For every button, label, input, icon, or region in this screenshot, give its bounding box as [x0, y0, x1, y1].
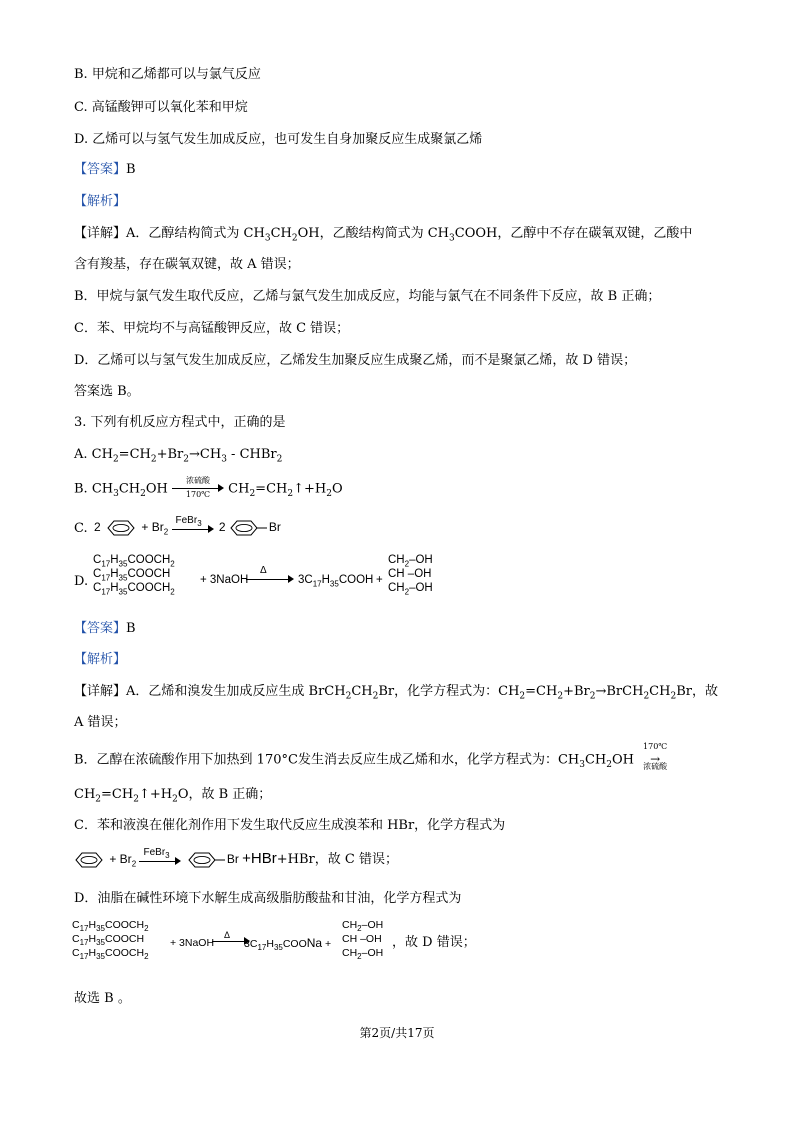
detail-d: D．乙烯可以与氢气发生加成反应，乙烯发生加聚反应生成聚乙烯，而不是聚氯乙烯，故 D 错误；	[74, 353, 637, 368]
detail-a-line: 【详解】A．乙醇结构简式为 $CH_3CH_2OH$，乙酸结构简式为 $CH_3COOH$，乙醇中不存在碳氧双键，乙酸中	[74, 226, 693, 244]
q3-detail-c: C．苯和液溴在催化剂作用下发生取代反应生成溴苯和 HBr，化学方程式为	[74, 818, 506, 833]
q3-option-d-label-text: D.	[74, 574, 89, 589]
q3-option-a: A. $CH_2=CH_2+Br_2\to CH_3$ - CHBr$_2$	[74, 447, 283, 465]
option-c: C. 高锰酸钾可以氧化苯和甲烷	[74, 100, 248, 115]
q3-detail-tag: 【详解】	[74, 684, 127, 699]
q3-answer-line	[74, 620, 136, 638]
detail-a-text-1: A．乙醇结构简式为 CH	[126, 226, 265, 241]
q3-option-b: B. $CH_3CH_2OH$ 浓硫酸 170℃ $CH_2=CH_2↑+H_2O$	[74, 476, 343, 500]
q3-c-product-coef: 2	[218, 520, 226, 535]
answer-tag: 【答案】	[74, 162, 127, 177]
arrow-b2-cond-bot: 浓硫酸	[643, 762, 668, 771]
detail-conclusion: 答案选 B。	[74, 384, 140, 399]
q3-option-c-label: C.	[74, 521, 88, 536]
fatty-acid-salt-product: $3C_{17}H_{35}COONa$ +	[244, 936, 332, 953]
reaction-arrow-c2: FeBr$_3$	[139, 852, 183, 868]
q3-detail-a-1: A．乙烯和溴发生加成反应生成 BrCH	[126, 684, 346, 699]
option-b: B. 甲烷和乙烯都可以与氯气反应	[74, 67, 261, 82]
q3-detail-b-1: B．乙醇在浓硫酸作用下加热到 170°C发生消去反应生成乙烯和水，化学方程式为：CH	[74, 752, 580, 768]
q3-option-d-label	[74, 573, 88, 591]
fatty-acid-product: $3C_{17}H_{35}COOH$	[298, 574, 374, 589]
arrow-b2-cond-top: 170℃	[643, 742, 668, 751]
reaction-arrow-d: Δ	[246, 566, 294, 586]
q3-detail-b: B．乙醇在浓硫酸作用下加热到 170°C发生消去反应生成乙烯和水，化学方程式为：$CH_3CH_2OH$ 170℃ → 浓硫酸	[74, 751, 672, 770]
triglyceride-structure-2: $C_{17}H_{35}COOCH_2$ $C_{17}H_{35}COOCH$ $C_{17}H_{35}COOCH_2$	[72, 919, 149, 962]
q3-c-reagent: + Br	[141, 520, 164, 535]
q3-detail-a-err: A 错误；	[74, 715, 127, 730]
q3-final: 故选 B 。	[74, 991, 131, 1006]
detail-c: C．苯、甲烷均不与高锰酸钾反应，故 C 错误；	[74, 321, 350, 336]
saponification-reagent: + 3NaOH	[200, 574, 249, 586]
q3-analysis-tag	[74, 651, 126, 669]
q3-analysis-tag-text: 【解析】	[74, 652, 127, 667]
q3-detail-c-equation: + $Br_2$ FeBr$_3$ Br +HBr+HBr，故 C 错误；	[72, 852, 398, 868]
q3-c-coef: 2	[94, 520, 101, 535]
detail-a-text-3: OH，乙酸结构简式为 CH	[297, 226, 450, 241]
page-footer: 第2页/共17页	[359, 1026, 435, 1040]
detail-a-text-4: COOH，乙醇中不存在碳氧双键，乙酸中	[454, 226, 693, 241]
q3-detail-b-cont: $CH_2=CH_2↑+H_2O$，故 B 正确；	[74, 787, 272, 805]
arrow-cond-bot: 170℃	[185, 490, 211, 499]
q3-option-b-prefix: B. CH	[74, 481, 114, 497]
reaction-arrow-c: FeBr$_3$	[172, 520, 216, 536]
detail-a-cont: 含有羧基，存在碳氧双键，故 A 错误；	[74, 257, 300, 272]
detail-a-text-2: CH	[270, 226, 292, 241]
q3-option-c-equation: $2 + Br_2$ FeBr$_3$ 2 Br	[94, 515, 281, 537]
glycerol-structure-2: $CH_2-OH$ CH –OH $CH_2-OH$	[342, 919, 384, 962]
q3-answer-value: B	[126, 621, 136, 636]
benzene-ring-icon-2	[72, 852, 106, 868]
q3-detail-a: 【详解】A．乙烯和溴发生加成反应生成 $BrCH_2CH_2Br$，化学方程式为：$CH_2=CH_2+Br_2\to BrCH_2CH_2Br$，故	[74, 684, 718, 702]
saponification-reagent-2: + 3NaOH	[170, 937, 215, 949]
q3-option-a-prefix: A. CH	[74, 447, 113, 462]
q3-answer-tag: 【答案】	[74, 621, 127, 636]
reaction-arrow	[172, 476, 224, 499]
detail-b: B．甲烷与氯气发生取代反应，乙烯与氯气发生加成反应，均能与氯气在不同条件下反应，故 B 正确；	[74, 289, 661, 304]
q3-stem: 3. 下列有机反应方程式中，正确的是	[74, 415, 286, 430]
q3-detail-b-cont-text: O，故 B 正确；	[177, 787, 272, 802]
q3-c-catalyst: FeBr	[175, 515, 198, 526]
q3-detail-c-tail: +HBr，故 C 错误；	[276, 852, 398, 868]
analysis-tag-text: 【解析】	[74, 194, 127, 209]
plus-sign: +	[376, 574, 383, 586]
triglyceride-structure: $C_{17}H_{35}COOCH_2$ $C_{17}H_{35}COOCH$ $C_{17}H_{35}COOCH_2$	[93, 554, 175, 597]
detail-tag: 【详解】	[74, 226, 127, 241]
bromobenzene-ring-icon-2	[187, 852, 227, 868]
reaction-arrow-d2: Δ	[212, 930, 252, 948]
benzene-ring-icon	[104, 520, 138, 536]
q3-detail-a-2: CH	[351, 684, 373, 699]
q3-c-product: Br	[268, 520, 281, 535]
arrow-cond-top: 浓硫酸	[186, 476, 211, 485]
q3-detail-d: D．油脂在碱性环境下水解生成高级脂肪酸盐和甘油，化学方程式为	[74, 891, 462, 906]
bromobenzene-ring-icon	[229, 520, 269, 536]
option-d: D. 乙烯可以与氢气发生加成反应，也可发生自身加聚反应生成聚氯乙烯	[74, 132, 483, 147]
glycerol-structure: $CH_2-OH$ CH –OH $CH_2-OH$	[388, 554, 433, 597]
q3-option-c	[74, 520, 88, 538]
answer-value: B	[126, 162, 136, 177]
analysis-tag	[74, 193, 126, 211]
reaction-arrow-b2: 170℃ → 浓硫酸	[638, 751, 672, 769]
answer-line	[74, 161, 136, 179]
q3-detail-d-tail: ，故 D 错误；	[392, 935, 476, 950]
q3-detail-a-3: Br，化学方程式为：CH	[378, 684, 520, 699]
